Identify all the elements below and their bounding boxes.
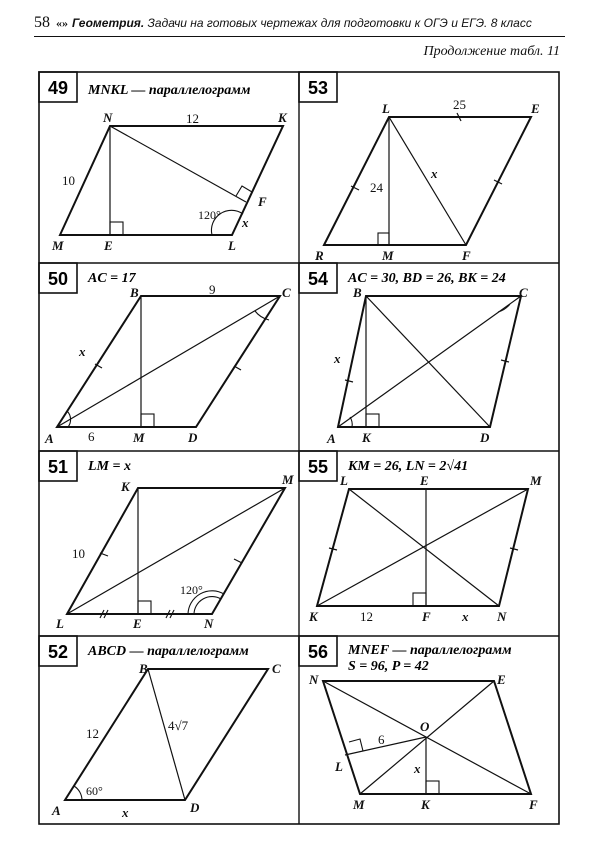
label-56-E: E	[497, 672, 506, 687]
figure-51	[67, 488, 285, 618]
label-50-x: x	[79, 344, 86, 359]
condition-49: MNKL — параллелограмм	[88, 83, 251, 98]
label-56-ol: 6	[378, 732, 385, 747]
problem-number-55: 55	[307, 457, 329, 477]
label-52-A: A	[52, 803, 61, 818]
label-49-angle: 120°	[198, 208, 221, 222]
label-54-x: x	[334, 351, 341, 366]
label-51-L: L	[56, 616, 64, 631]
label-50-bc: 9	[209, 282, 216, 297]
label-55-K: K	[309, 609, 318, 624]
label-55-E: E	[420, 473, 429, 488]
figure-53	[324, 113, 531, 245]
label-50-D: D	[188, 430, 198, 445]
problem-number-50: 50	[47, 269, 69, 289]
label-56-F: F	[529, 797, 538, 812]
label-51-angle: 120°	[180, 583, 203, 597]
condition-50: AC = 17	[88, 271, 136, 286]
label-54-D: D	[480, 430, 490, 445]
label-52-D: D	[190, 800, 200, 815]
label-49-nk: 12	[186, 111, 199, 126]
label-53-lm: 24	[370, 180, 383, 195]
condition-56-line2: S = 96, P = 42	[348, 659, 429, 674]
problem-number-53: 53	[307, 78, 329, 98]
header-arrows: «»	[56, 16, 68, 30]
label-49-K: K	[278, 110, 287, 125]
label-56-L: L	[335, 759, 343, 774]
page-number: 58	[34, 14, 50, 31]
condition-54: AC = 30, BD = 26, BK = 24	[348, 271, 506, 286]
problem-number-49: 49	[47, 78, 69, 98]
label-54-A: A	[327, 431, 336, 446]
label-56-M: M	[353, 797, 365, 812]
condition-55: KM = 26, LN = 2√41	[348, 459, 469, 474]
problem-number-51: 51	[47, 457, 69, 477]
figure-54	[338, 296, 521, 427]
label-51-N: N	[204, 616, 214, 631]
label-49-mn: 10	[62, 173, 75, 188]
label-56-K: K	[421, 797, 430, 812]
label-49-E: E	[104, 238, 113, 253]
book-title-bold: Геометрия.	[72, 16, 145, 30]
book-title-rest: Задачи на готовых чертежах для подготовки к ОГЭ и ЕГЭ. 8 класс	[144, 16, 532, 30]
label-53-F: F	[462, 248, 471, 263]
label-55-F: F	[422, 609, 431, 624]
label-55-N: N	[497, 609, 507, 624]
label-56-O: O	[420, 719, 430, 734]
label-56-N: N	[309, 672, 319, 687]
label-52-C: C	[272, 661, 281, 676]
label-51-side: 10	[72, 546, 85, 561]
label-50-A: A	[45, 431, 54, 446]
label-52-bd: 4√7	[168, 718, 189, 733]
label-54-C: C	[519, 285, 528, 300]
label-50-M: M	[133, 430, 145, 445]
label-49-F: F	[258, 194, 267, 209]
label-53-M: M	[382, 248, 394, 263]
label-49-x: x	[242, 215, 249, 230]
label-49-M: M	[52, 238, 64, 253]
label-53-le: 25	[453, 97, 466, 112]
label-49-N: N	[103, 110, 113, 125]
label-51-K: K	[121, 479, 130, 494]
label-52-x: x	[122, 805, 129, 820]
condition-56-line1: MNEF — параллелограмм	[348, 643, 512, 658]
label-52-ab: 12	[86, 726, 99, 741]
label-55-L: L	[340, 473, 348, 488]
label-50-B: B	[130, 285, 139, 300]
label-51-E: E	[133, 616, 142, 631]
figure-56	[323, 681, 531, 794]
label-53-x: x	[431, 166, 438, 181]
label-53-L: L	[382, 101, 390, 116]
problem-number-56: 56	[307, 642, 329, 662]
condition-51: LM = x	[88, 459, 131, 474]
label-50-am: 6	[88, 429, 95, 444]
figure-50	[57, 296, 280, 427]
figure-55	[317, 489, 528, 606]
label-55-x: x	[462, 609, 469, 624]
label-53-E: E	[531, 101, 540, 116]
label-50-C: C	[282, 285, 291, 300]
label-54-K: K	[362, 430, 371, 445]
label-56-x: x	[414, 761, 421, 776]
label-52-angle: 60°	[86, 784, 103, 798]
label-55-kf: 12	[360, 609, 373, 624]
table-continuation: Продолжение табл. 11	[423, 44, 560, 59]
label-52-B: B	[139, 661, 148, 676]
label-53-R: R	[315, 248, 324, 263]
label-54-B: B	[353, 285, 362, 300]
label-51-M: M	[282, 472, 294, 487]
condition-52: ABCD — параллелограмм	[88, 644, 249, 659]
label-49-L: L	[228, 238, 236, 253]
label-55-M: M	[530, 473, 542, 488]
problem-number-54: 54	[307, 269, 329, 289]
problem-number-52: 52	[47, 642, 69, 662]
figure-49	[60, 126, 283, 235]
